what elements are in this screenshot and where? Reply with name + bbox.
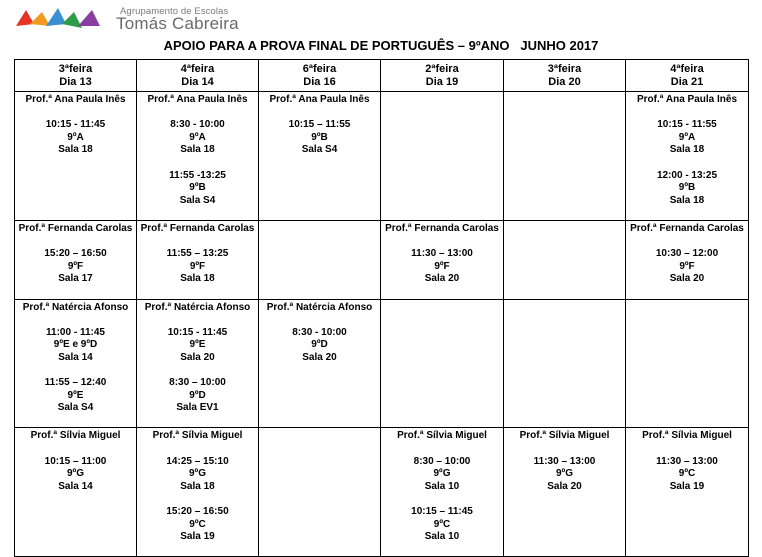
session-room: Sala 10 xyxy=(424,531,460,543)
school-logo xyxy=(12,2,312,36)
teacher-name: Prof.ª Fernanda Carolas xyxy=(630,222,744,234)
session-class: 9ºF xyxy=(189,260,206,272)
session-class: 9ºG xyxy=(433,468,451,480)
session-time: 11:55 – 13:25 xyxy=(166,248,229,260)
session-block xyxy=(137,119,258,157)
session-class: 9ºD xyxy=(189,389,206,401)
session-class: 9ºD xyxy=(311,339,328,351)
session-time: 12:00 - 13:25 xyxy=(656,169,718,181)
session-block xyxy=(137,170,258,208)
schedule-cell xyxy=(15,220,137,299)
day-header: 2ªfeira Dia 19 xyxy=(381,60,504,92)
session-room: Sala 17 xyxy=(58,273,93,285)
session-class: 9ºG xyxy=(556,468,573,480)
session-room: Sala 18 xyxy=(58,144,93,156)
schedule-cell xyxy=(504,92,626,221)
session-time: 11:30 – 13:00 xyxy=(411,248,473,260)
logo-shape-purple xyxy=(78,10,100,26)
document-title: APOIO PARA A PROVA FINAL DE PORTUGUÊS – 9ºANO JUNHO 2017 xyxy=(163,38,599,53)
session-block xyxy=(626,119,748,157)
session-class: 9ºA xyxy=(67,131,84,143)
schedule-cell xyxy=(626,92,749,221)
session-room: Sala 14 xyxy=(58,480,93,492)
teacher-name: Prof.ª Sílvia Miguel xyxy=(30,430,121,442)
session-class: 9ºE xyxy=(189,339,206,351)
session-block xyxy=(15,119,136,157)
teacher-name: Prof.ª Ana Paula Inês xyxy=(636,94,738,105)
schedule-row xyxy=(15,299,749,428)
session-class: 9ºG xyxy=(67,468,84,480)
schedule-cell xyxy=(504,428,626,557)
schedule-row xyxy=(15,428,749,557)
session-time: 8:30 – 10:00 xyxy=(169,377,226,389)
session-block xyxy=(15,377,136,415)
session-class: 9ºF xyxy=(434,260,450,272)
day-header: 4ªfeira Dia 21 xyxy=(626,60,749,92)
session-room: Sala 18 xyxy=(180,144,215,156)
session-block xyxy=(15,327,136,365)
schedule-cell xyxy=(504,299,626,428)
session-time: 10:15 - 11:55 xyxy=(657,119,717,131)
session-time: 11:30 – 13:00 xyxy=(656,455,718,467)
schedule-table xyxy=(14,59,749,557)
session-class: 9ºG xyxy=(189,468,206,480)
session-room: Sala 18 xyxy=(669,144,705,156)
session-block xyxy=(137,377,258,415)
session-class: 9ºC xyxy=(189,518,206,530)
session-class: 9ºE e 9ºD xyxy=(53,339,98,351)
session-time: 10:30 – 12:00 xyxy=(655,248,719,260)
session-time: 11:55 – 12:40 xyxy=(44,377,107,389)
session-room: Sala S4 xyxy=(57,402,94,414)
session-block xyxy=(626,456,748,494)
day-header-row xyxy=(15,60,749,92)
schedule-cell xyxy=(259,428,381,557)
schedule-cell xyxy=(381,299,504,428)
schedule-cell xyxy=(626,428,749,557)
session-class: 9ºB xyxy=(311,131,328,143)
session-time: 10:15 – 11:45 xyxy=(411,506,473,517)
teacher-name: Prof.ª Natércia Afonso xyxy=(144,301,251,313)
teacher-name: Prof.ª Natércia Afonso xyxy=(22,301,129,313)
session-time: 10:15 – 11:55 xyxy=(288,119,351,131)
session-room: Sala 18 xyxy=(180,273,215,285)
session-class: 9ºC xyxy=(678,468,696,480)
teacher-name: Prof.ª Ana Paula Inês xyxy=(147,94,248,105)
session-time: 11:00 - 11:45 xyxy=(46,326,105,338)
schedule-cell xyxy=(381,428,504,557)
teacher-name: Prof.ª Fernanda Carolas xyxy=(18,222,133,234)
logo-shape-orange xyxy=(30,12,50,26)
schedule-cell xyxy=(137,220,259,299)
session-time: 8:30 - 10:00 xyxy=(292,326,347,338)
logo-mark-icon xyxy=(12,4,104,34)
session-class: 9ºC xyxy=(433,518,451,530)
session-room: Sala 19 xyxy=(669,480,705,492)
session-class: 9ºB xyxy=(678,182,696,194)
session-room: Sala EV1 xyxy=(176,402,219,414)
session-room: Sala 20 xyxy=(424,273,460,285)
schedule-cell xyxy=(15,92,137,221)
session-room: Sala 20 xyxy=(302,351,337,363)
schedule-row xyxy=(15,92,749,221)
session-class: 9ºB xyxy=(189,182,206,194)
day-header: 3ªfeira Dia 13 xyxy=(15,60,137,92)
schedule-cell xyxy=(137,428,259,557)
session-time: 14:25 – 15:10 xyxy=(166,455,229,467)
session-class: 9ºA xyxy=(678,131,696,143)
teacher-name: Prof.ª Sílvia Miguel xyxy=(397,430,487,442)
session-block xyxy=(504,456,625,494)
teacher-name: Prof.ª Ana Paula Inês xyxy=(269,94,370,105)
session-block xyxy=(259,327,380,365)
session-room: Sala 20 xyxy=(669,273,705,285)
session-block xyxy=(626,248,748,286)
session-room: Sala 18 xyxy=(669,194,705,206)
session-class: 9ºE xyxy=(67,389,84,401)
session-block xyxy=(15,456,136,494)
teacher-name: Prof.ª Fernanda Carolas xyxy=(140,222,255,234)
session-block xyxy=(137,248,258,286)
teacher-name: Prof.ª Sílvia Miguel xyxy=(519,430,610,442)
session-room: Sala S4 xyxy=(179,194,216,206)
day-header: 3ªfeira Dia 20 xyxy=(504,60,626,92)
session-time: 11:30 – 13:00 xyxy=(533,455,596,467)
session-time: 15:20 – 16:50 xyxy=(166,506,229,517)
schedule-row xyxy=(15,220,749,299)
schedule-cell xyxy=(626,220,749,299)
session-block xyxy=(259,119,380,157)
session-time: 11:55 -13:25 xyxy=(169,169,226,181)
schedule-cell xyxy=(381,220,504,299)
teacher-name: Prof.ª Ana Paula Inês xyxy=(25,94,126,105)
session-room: Sala 10 xyxy=(424,480,460,492)
session-room: Sala S4 xyxy=(301,144,338,156)
session-time: 8:30 - 10:00 xyxy=(170,119,225,131)
logo-line-1: Agrupamento de Escolas xyxy=(120,6,229,17)
session-block xyxy=(137,506,258,544)
schedule-cell xyxy=(381,92,504,221)
session-class: 9ºF xyxy=(67,260,84,272)
session-block xyxy=(381,506,503,544)
schedule-cell xyxy=(137,299,259,428)
session-block xyxy=(381,248,503,286)
session-room: Sala 20 xyxy=(180,351,215,363)
schedule-cell xyxy=(504,220,626,299)
teacher-name: Prof.ª Natércia Afonso xyxy=(266,301,373,313)
session-time: 10:15 – 11:00 xyxy=(44,455,107,467)
schedule-cell xyxy=(15,299,137,428)
day-header: 4ªfeira Dia 14 xyxy=(137,60,259,92)
session-class: 9ºA xyxy=(189,131,206,143)
teacher-name: Prof.ª Fernanda Carolas xyxy=(385,222,499,234)
session-block xyxy=(15,248,136,286)
session-room: Sala 14 xyxy=(58,351,93,363)
session-block xyxy=(381,456,503,494)
schedule-cell xyxy=(259,92,381,221)
session-time: 10:15 - 11:45 xyxy=(167,326,228,338)
session-room: Sala 18 xyxy=(180,480,215,492)
session-block xyxy=(626,170,748,208)
schedule-cell xyxy=(259,220,381,299)
session-block xyxy=(137,327,258,365)
session-class: 9ºF xyxy=(679,260,695,272)
schedule-cell xyxy=(259,299,381,428)
session-time: 10:15 - 11:45 xyxy=(45,119,106,131)
session-time: 8:30 – 10:00 xyxy=(413,455,471,467)
session-block xyxy=(137,456,258,494)
teacher-name: Prof.ª Sílvia Miguel xyxy=(152,430,243,442)
schedule-cell xyxy=(15,428,137,557)
logo-line-2: Tomás Cabreira xyxy=(116,14,239,33)
session-room: Sala 19 xyxy=(180,531,215,543)
session-room: Sala 20 xyxy=(547,480,582,492)
schedule-cell xyxy=(626,299,749,428)
session-time: 15:20 – 16:50 xyxy=(44,248,107,260)
schedule-cell xyxy=(137,92,259,221)
teacher-name: Prof.ª Sílvia Miguel xyxy=(642,430,732,442)
day-header: 6ªfeira Dia 16 xyxy=(259,60,381,92)
